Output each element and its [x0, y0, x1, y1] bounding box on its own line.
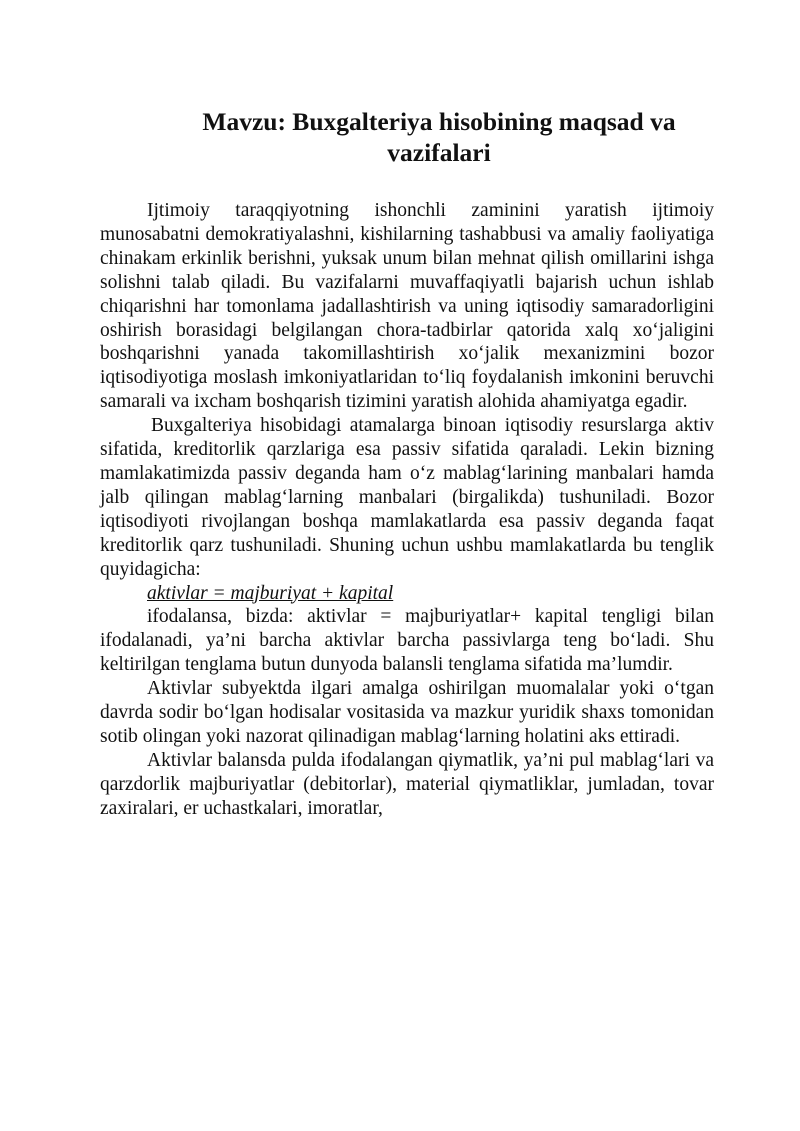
paragraph-assets-balance: Aktivlar balansda pulda ifodalangan qiymatlik, ya’ni pul mablag‘lari va qarzdorlik majburiyatlar (debitorlar), material qiymatliklar, jumladan, tovar zaxiralari, er uchastkalari, imoratlar,: [100, 749, 714, 819]
document-page: [100, 106, 714, 821]
paragraph-assets-liabilities: Buxgalteriya hisobidagi atamalarga binoan iqtisodiy resurslarga aktiv sifatida, kreditorlik qarzlariga esa passiv sifatida qaraladi. Lekin bizning mamlakatimizda passiv deganda ham o‘z mablag‘larining manbalari hamda jalb qilingan mablag‘larning manbalari (birgalikda) tushuniladi. Bozor iqtisodiyoti rivojlangan boshqa mamlakatlarda esa passiv deganda faqat kreditorlik qarz tushuniladi. Shuning uchun ushbu mamlakatlarda bu tenglik quyidagicha:: [100, 415, 714, 580]
document-title: Mavzu: Buxgalteriya hisobining maqsad va vazifalari: [202, 107, 676, 167]
paragraph-equation: ifodalansa, bizda: aktivlar = majburiyatlar+ kapital tengligi bilan ifodalanadi, ya’ni barcha aktivlar barcha passivlarga teng bo‘ladi. Shu keltirilgan tenglama butun dunyoda balansli tenglama sifatida ma’lumdir.: [100, 606, 714, 676]
paragraph-intro: Ijtimoiy taraqqiyotning ishonchli zaminini yaratish ijtimoiy munosabatni demokratiyalashni, kishilarning tashabbusi va amaliy faoliyatiga chinakam erkinlik berishni, yuksak unum bilan mehnat qilish omillarini ishga solishni talab qiladi. Bu vazifalarni muvaffaqiyatli bajarish uchun ishlab chiqarishni har tomonlama jadallashtirish va uning iqtisodiy samaradorligini oshirish borasidagi belgilangan chora-tadbirlar qatorida xalq xo‘jaligini boshqarishni yanada takomillashtirish xo‘jalik mexanizmini bozor iqtisodiyotiga moslash imkoniyatlaridan to‘liq foydalanish imkonini beruvchi samarali va ixcham boshqarish tizimini yaratish alohida ahamiyatga egadir.: [100, 200, 714, 413]
balance-formula-text: aktivlar = majburiyat + kapital: [147, 582, 394, 604]
paragraph-assets-definition: Aktivlar subyektda ilgari amalga oshirilgan muomalalar yoki o‘tgan davrda sodir bo‘lgan hodisalar vositasida va mazkur yuridik shaxs tomonidan sotib olingan yoki nazorat qilinadigan mablag‘larning holatini aks ettiradi.: [100, 678, 714, 747]
balance-formula: [100, 582, 714, 606]
